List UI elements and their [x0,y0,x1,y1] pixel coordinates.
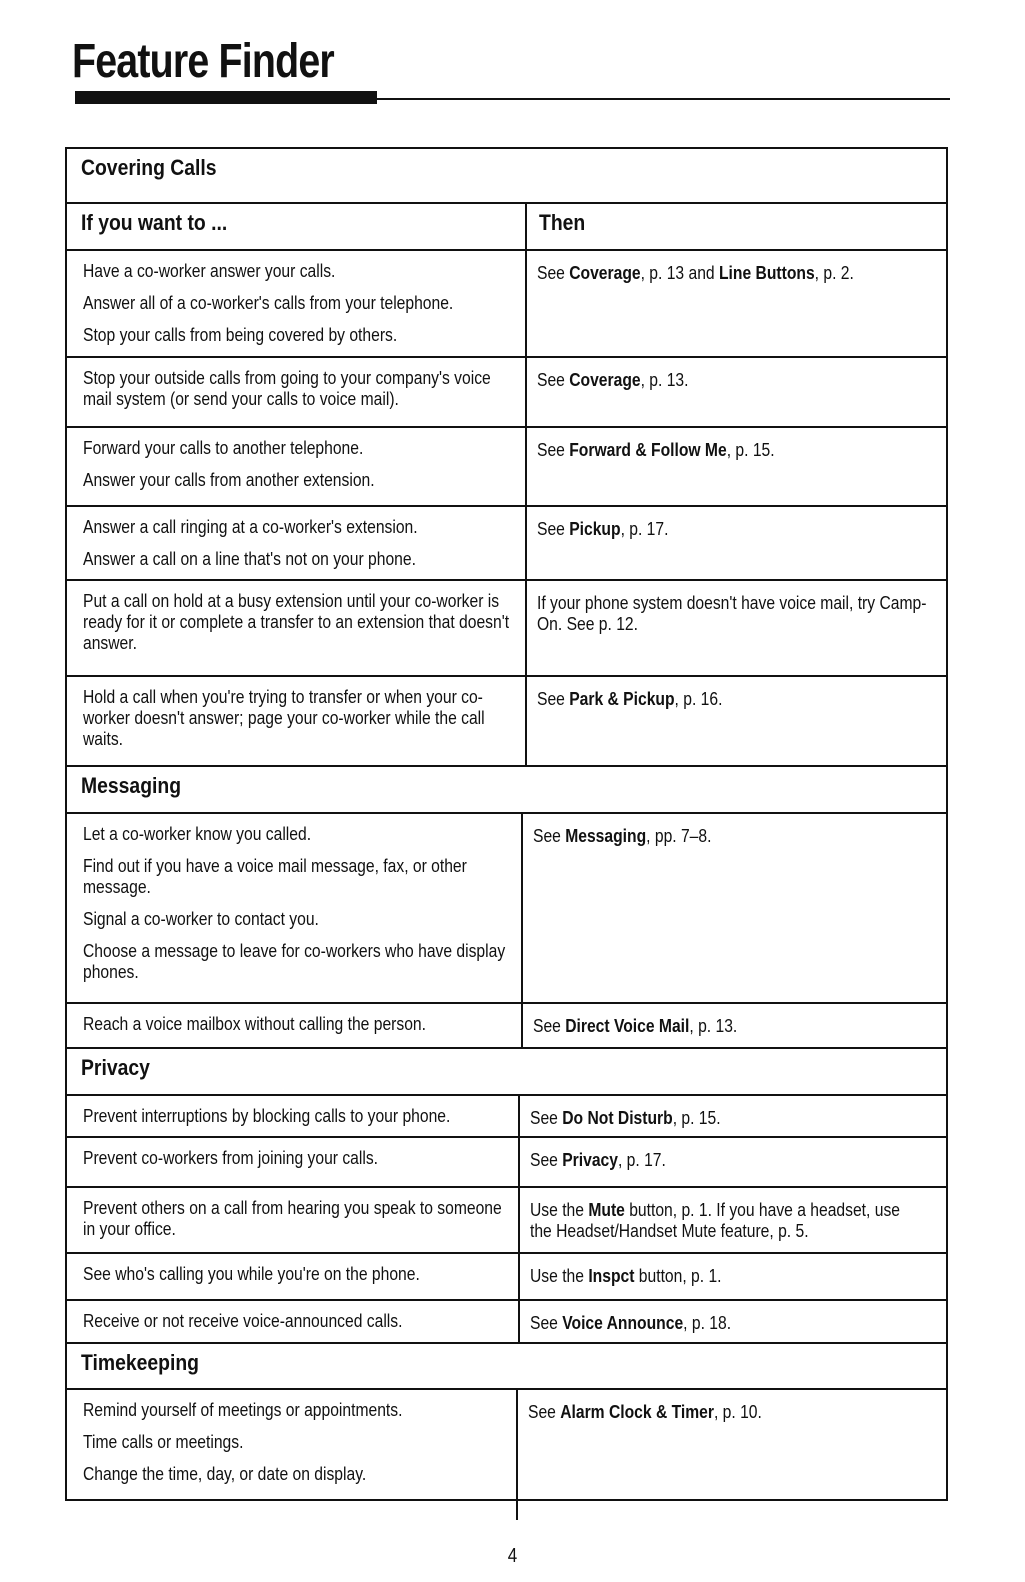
want-cell [83,368,513,421]
want-item: Prevent co-workers from joining your calls. [83,1148,379,1168]
want-item: Answer a call ringing at a co-worker's extension. [83,517,418,537]
then-cell [537,440,937,461]
column-divider [518,1301,520,1342]
want-item: Reach a voice mailbox without calling the person. [83,1014,426,1034]
want-cell [83,438,513,502]
column-header-want: If you want to ... [81,210,228,235]
column-header-row [67,204,946,251]
then-text [528,1402,924,1423]
column-divider [525,507,527,579]
then-text [533,826,929,847]
column-divider [525,204,527,249]
then-text [537,593,933,635]
then-text-segment: See [537,370,570,390]
then-cell [530,1266,930,1287]
then-text-segment: See [537,519,570,539]
then-text [537,370,933,391]
feature-finder-table [65,147,948,1501]
then-text [530,1313,926,1334]
then-text-segment: , p. 18. [683,1313,732,1333]
want-cell [83,824,513,994]
feature-reference: Do Not Disturb [562,1108,673,1128]
want-cell [83,1148,513,1180]
want-item: Have a co-worker answer your calls. [83,261,336,281]
want-item: Stop your calls from being covered by others. [83,325,398,345]
want-item: Put a call on hold at a busy extension until your co-worker is ready for it or complete a transfer to an extension that doesn't answer. [83,591,510,653]
want-item: Receive or not receive voice-announced calls. [83,1311,403,1331]
section-heading-label: Covering Calls [81,155,217,180]
then-text [537,519,933,540]
then-text [530,1150,926,1171]
then-text-segment: , p. 15. [672,1108,721,1128]
then-text-segment: See [537,440,570,460]
column-divider [521,1004,523,1047]
then-text-segment: , p. 2. [814,263,854,283]
table-row [67,1188,946,1254]
then-text [530,1266,926,1287]
column-header-then: Then [539,210,586,235]
table-row [67,428,946,507]
want-cell [83,1198,513,1251]
then-text [537,689,933,710]
want-item: Stop your outside calls from going to your company's voice mail system (or send your calls to voice mail). [83,368,491,409]
then-text-segment: , pp. 7–8. [646,826,712,846]
then-text-segment: See [537,263,570,283]
want-item: Remind yourself of meetings or appointments. [83,1400,403,1420]
want-item: Hold a call when you're trying to transfer or when your co-worker doesn't answer; page your co-worker while the call waits. [83,687,485,749]
then-text [537,440,933,461]
feature-reference: Inspct [588,1266,635,1286]
then-text-segment: See [537,689,570,709]
want-item: Answer your calls from another extension. [83,470,375,490]
want-item: Time calls or meetings. [83,1432,244,1452]
then-text-segment: , p. 16. [674,689,723,709]
section-heading-label: Timekeeping [81,1350,200,1375]
feature-reference: Direct Voice Mail [565,1016,690,1036]
table-row [67,1301,946,1344]
table-row [67,1254,946,1301]
then-text-segment: Use the [530,1266,589,1286]
then-text-segment: , p. 13. [689,1016,738,1036]
column-divider [525,677,527,765]
then-cell [530,1200,930,1242]
table-row [67,1390,946,1520]
then-cell [537,519,937,540]
then-text-segment: See [530,1150,563,1170]
then-text-segment: button, p. 1. If you have a headset, use the Headset/Handset Mute feature, p. 5. [530,1200,900,1241]
column-divider [518,1138,520,1186]
table-row [67,581,946,677]
want-item: Choose a message to leave for co-workers who have display phones. [83,941,506,982]
feature-reference: Line Buttons [718,263,815,283]
table-row [67,1004,946,1049]
column-divider [518,1188,520,1252]
then-cell [530,1150,930,1171]
title-rule-thin [75,98,950,100]
then-cell [528,1402,928,1423]
column-divider [525,581,527,675]
feature-reference: Park & Pickup [569,689,675,709]
want-item: Prevent interruptions by blocking calls to your phone. [83,1106,451,1126]
feature-reference: Privacy [562,1150,618,1170]
then-text-segment: , p. 13 and [640,263,719,283]
want-item: See who's calling you while you're on the phone. [83,1264,420,1284]
table-row [67,358,946,428]
feature-reference: Alarm Clock & Timer [560,1402,714,1422]
want-cell [83,261,513,357]
want-cell [83,1264,513,1296]
feature-reference: Mute [588,1200,625,1220]
then-text [530,1200,926,1242]
column-divider [518,1254,520,1299]
feature-reference: Messaging [565,826,647,846]
then-text-segment: See [530,1108,563,1128]
column-divider [516,1390,518,1520]
want-cell [83,591,513,665]
then-text-segment: , p. 13. [640,370,689,390]
column-divider [521,814,523,1002]
section-heading [67,149,946,204]
then-cell [533,1016,933,1037]
feature-reference: Coverage [569,263,641,283]
want-cell [83,517,513,581]
section-heading-label: Privacy [81,1055,150,1080]
want-item: Signal a co-worker to contact you. [83,909,319,929]
column-divider [525,428,527,505]
column-divider [518,1096,520,1136]
then-text-segment: See [528,1402,561,1422]
table-row [67,814,946,1004]
want-item: Answer a call on a line that's not on your phone. [83,549,416,569]
then-text-segment: , p. 15. [726,440,775,460]
feature-reference: Voice Announce [562,1313,684,1333]
table-row [67,251,946,358]
then-cell [530,1313,930,1334]
then-text-segment: See [530,1313,563,1333]
then-cell [537,593,937,635]
then-text [537,263,933,284]
then-text-segment: , p. 17. [620,519,669,539]
section-heading [67,767,946,814]
want-cell [83,1311,513,1343]
then-text-segment: button, p. 1. [634,1266,722,1286]
then-text-segment: See [533,826,566,846]
want-item: Find out if you have a voice mail message, fax, or other message. [83,856,467,897]
table-row [67,1138,946,1188]
then-cell [537,370,937,391]
page-title: Feature Finder [72,35,334,88]
then-text-segment: Use the [530,1200,589,1220]
column-divider [525,251,527,356]
section-heading [67,1049,946,1096]
then-text-segment: If your phone system doesn't have voice mail, try Camp-On. See p. 12. [537,593,927,634]
want-item: Change the time, day, or date on display. [83,1464,367,1484]
table-row [67,1096,946,1138]
then-text-segment: See [533,1016,566,1036]
want-cell [83,1400,513,1496]
feature-reference: Coverage [569,370,641,390]
then-text-segment: , p. 17. [617,1150,666,1170]
then-text-segment: , p. 10. [713,1402,762,1422]
feature-reference: Pickup [569,519,621,539]
want-item: Prevent others on a call from hearing you speak to someone in your office. [83,1198,502,1239]
want-cell [83,1106,513,1138]
then-text [533,1016,929,1037]
then-cell [530,1108,930,1129]
section-heading [67,1344,946,1390]
then-cell [533,826,933,847]
table-row [67,507,946,581]
want-cell [83,1014,513,1046]
then-cell [537,263,937,284]
want-item: Forward your calls to another telephone. [83,438,364,458]
feature-reference: Forward & Follow Me [569,440,727,460]
table-row [67,677,946,767]
then-text [530,1108,926,1129]
want-item: Answer all of a co-worker's calls from your telephone. [83,293,454,313]
page-number: 4 [507,1545,518,1567]
then-cell [537,689,937,710]
want-cell [83,687,513,761]
column-divider [525,358,527,426]
want-item: Let a co-worker know you called. [83,824,312,844]
section-heading-label: Messaging [81,773,182,798]
